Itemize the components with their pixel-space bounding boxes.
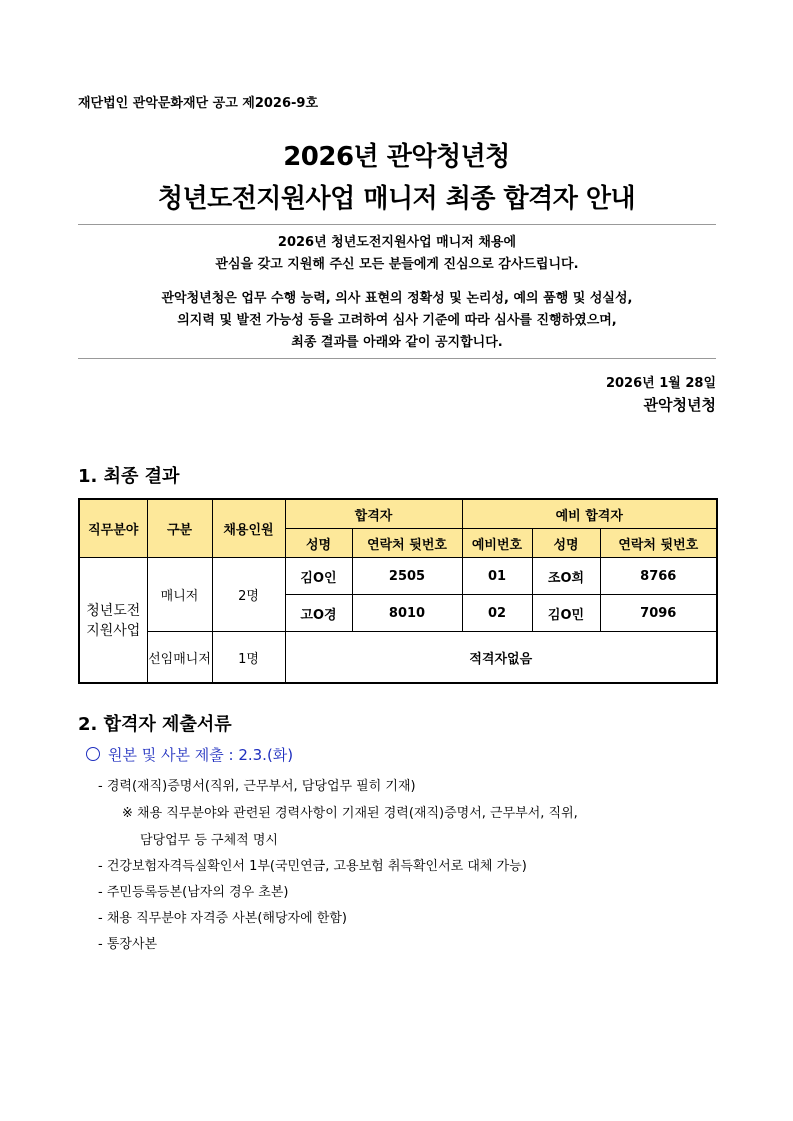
list-item: - 통장사본 bbox=[98, 937, 158, 952]
header-name: 성명 bbox=[285, 529, 352, 558]
intro-line: 관심을 갖고 지원해 주신 모든 분들에게 진심으로 감사드립니다. bbox=[215, 257, 579, 272]
divider-top bbox=[78, 224, 716, 225]
cell-name: 김O인 bbox=[285, 558, 352, 595]
list-note-continued: 담당업무 등 구체적 명시 bbox=[140, 833, 278, 848]
cell-phone: 8010 bbox=[352, 595, 462, 632]
cell-reserve-phone: 7096 bbox=[600, 595, 717, 632]
cell-phone: 2505 bbox=[352, 558, 462, 595]
final-result-table bbox=[78, 498, 718, 684]
header-category: 구분 bbox=[147, 499, 212, 558]
section-2-heading: 2. 합격자 제출서류 bbox=[78, 714, 232, 735]
cell-category: 선임매니저 bbox=[147, 632, 212, 684]
header-phone-tail: 연락처 뒷번호 bbox=[352, 529, 462, 558]
cell-merged-note: 적격자없음 bbox=[285, 632, 717, 684]
submission-subheading bbox=[86, 744, 293, 765]
header-field: 직무분야 bbox=[79, 499, 147, 558]
cell-reserve-name: 김O민 bbox=[532, 595, 600, 632]
cell-category: 매니저 bbox=[147, 558, 212, 632]
notice-number: 재단법인 관악문화재단 공고 제2026-9호 bbox=[78, 96, 319, 111]
intro-paragraph-2 bbox=[78, 288, 716, 354]
cell-reserve-phone: 8766 bbox=[600, 558, 717, 595]
header-count: 채용인원 bbox=[212, 499, 285, 558]
cell-field: 청년도전 지원사업 bbox=[79, 558, 147, 684]
cell-reserve-name: 조O희 bbox=[532, 558, 600, 595]
circle-bullet-icon bbox=[86, 747, 100, 761]
header-passed: 합격자 bbox=[285, 499, 462, 529]
cell-reserve-no: 02 bbox=[462, 595, 532, 632]
notice-date: 2026년 1월 28일 bbox=[605, 376, 716, 391]
intro-line: 2026년 청년도전지원사업 매니저 채용에 bbox=[277, 235, 517, 250]
list-item: - 주민등록등본(남자의 경우 초본) bbox=[98, 885, 289, 900]
intro-paragraph-1 bbox=[78, 232, 716, 276]
table-row bbox=[79, 558, 717, 595]
section-1-heading: 1. 최종 결과 bbox=[78, 466, 180, 487]
intro-line: 의지력 및 발전 가능성 등을 고려하여 심사 기준에 따라 심사를 진행하였으며, bbox=[177, 313, 617, 328]
header-reserve-no: 예비번호 bbox=[462, 529, 532, 558]
list-note: ※ 채용 직무분야와 관련된 경력사항이 기재된 경력(재직)증명서, 근무부서, 직위, bbox=[122, 806, 578, 821]
intro-line: 관악청년청은 업무 수행 능력, 의사 표현의 정확성 및 논리성, 예의 품행 및 성실성, bbox=[161, 291, 633, 306]
document-title-line1: 2026년 관악청년청 bbox=[283, 142, 510, 172]
header-reserve-name: 성명 bbox=[532, 529, 600, 558]
issuing-org: 관악청년청 bbox=[643, 396, 716, 414]
table-row bbox=[79, 632, 717, 684]
submission-subheading-text: 원본 및 사본 제출 : 2.3.(화) bbox=[108, 746, 294, 764]
cell-count: 1명 bbox=[212, 632, 285, 684]
document-title-line2: 청년도전지원사업 매니저 최종 합격자 안내 bbox=[157, 184, 636, 214]
cell-name: 고O경 bbox=[285, 595, 352, 632]
cell-count: 2명 bbox=[212, 558, 285, 632]
list-item: - 채용 직무분야 자격증 사본(해당자에 한함) bbox=[98, 911, 347, 926]
list-item: - 경력(재직)증명서(직위, 근무부서, 담당업무 필히 기재) bbox=[98, 779, 416, 794]
intro-line: 최종 결과를 아래와 같이 공지합니다. bbox=[291, 335, 503, 350]
cell-reserve-no: 01 bbox=[462, 558, 532, 595]
list-item: - 건강보험자격득실확인서 1부(국민연금, 고용보험 취득확인서로 대체 가능) bbox=[98, 859, 527, 874]
header-reserve-phone-tail: 연락처 뒷번호 bbox=[600, 529, 717, 558]
divider-bottom bbox=[78, 358, 716, 359]
header-reserve: 예비 합격자 bbox=[462, 499, 717, 529]
